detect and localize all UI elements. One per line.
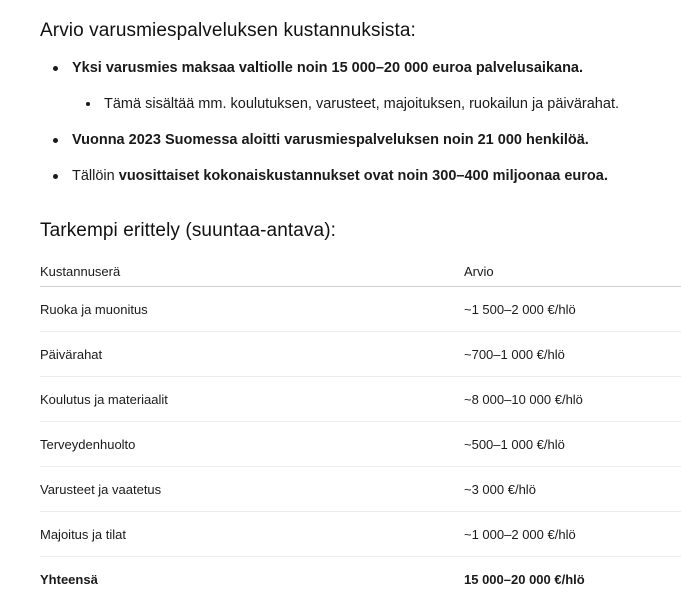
table-cell-estimate: ~1 500–2 000 €/hlö bbox=[464, 287, 681, 332]
table-total-value: 15 000–20 000 €/hlö bbox=[464, 557, 681, 601]
table-cell-estimate: ~3 000 €/hlö bbox=[464, 467, 681, 512]
table-cell-item: Terveydenhuolto bbox=[40, 422, 464, 467]
table-total-label: Yhteensä bbox=[40, 557, 464, 601]
bullet-cost-per-conscript-text: Yksi varusmies maksaa valtiolle noin 15 000–20 000 euroa palvelusaikana. bbox=[72, 60, 583, 76]
estimate-bullet-list bbox=[40, 58, 681, 202]
table-cell-estimate: ~500–1 000 €/hlö bbox=[464, 422, 681, 467]
table-cell-estimate: ~8 000–10 000 €/hlö bbox=[464, 377, 681, 422]
bullet-conscripts-2023-text: Vuonna 2023 Suomessa aloitti varusmiespalveluksen noin 21 000 henkilöä. bbox=[72, 132, 589, 148]
table-row bbox=[40, 332, 681, 377]
table-total-row bbox=[40, 557, 681, 601]
table-header-row bbox=[40, 256, 681, 287]
cost-breakdown-table bbox=[40, 256, 681, 601]
table-row bbox=[40, 467, 681, 512]
bullet-conscripts-2023 bbox=[40, 130, 681, 150]
bullet-cost-per-conscript bbox=[40, 58, 681, 114]
bullet-annual-total bbox=[40, 166, 681, 186]
table-cell-item: Varusteet ja vaatetus bbox=[40, 467, 464, 512]
table-cell-item: Päivärahat bbox=[40, 332, 464, 377]
table-row bbox=[40, 287, 681, 332]
table-row bbox=[40, 512, 681, 557]
section-heading-estimate: Arvio varusmiespalveluksen kustannuksista: bbox=[40, 20, 416, 42]
sub-bullet-includes: Tämä sisältää mm. koulutuksen, varusteet, majoituksen, ruokailun ja päivärahat. bbox=[72, 94, 681, 114]
sub-bullet-list bbox=[72, 94, 681, 114]
table-row bbox=[40, 422, 681, 467]
column-header-item: Kustannuserä bbox=[40, 256, 464, 287]
table-cell-item: Majoitus ja tilat bbox=[40, 512, 464, 557]
table-cell-item: Ruoka ja muonitus bbox=[40, 287, 464, 332]
table-cell-item: Koulutus ja materiaalit bbox=[40, 377, 464, 422]
table-cell-estimate: ~1 000–2 000 €/hlö bbox=[464, 512, 681, 557]
bullet-annual-total-bold: vuosittaiset kokonaiskustannukset ovat noin 300–400 miljoonaa euroa. bbox=[119, 168, 608, 184]
column-header-estimate: Arvio bbox=[464, 256, 681, 287]
section-heading-breakdown: Tarkempi erittely (suuntaa-antava): bbox=[40, 220, 336, 242]
table-cell-estimate: ~700–1 000 €/hlö bbox=[464, 332, 681, 377]
table-row bbox=[40, 377, 681, 422]
bullet-annual-total-prefix: Tällöin bbox=[72, 168, 119, 184]
